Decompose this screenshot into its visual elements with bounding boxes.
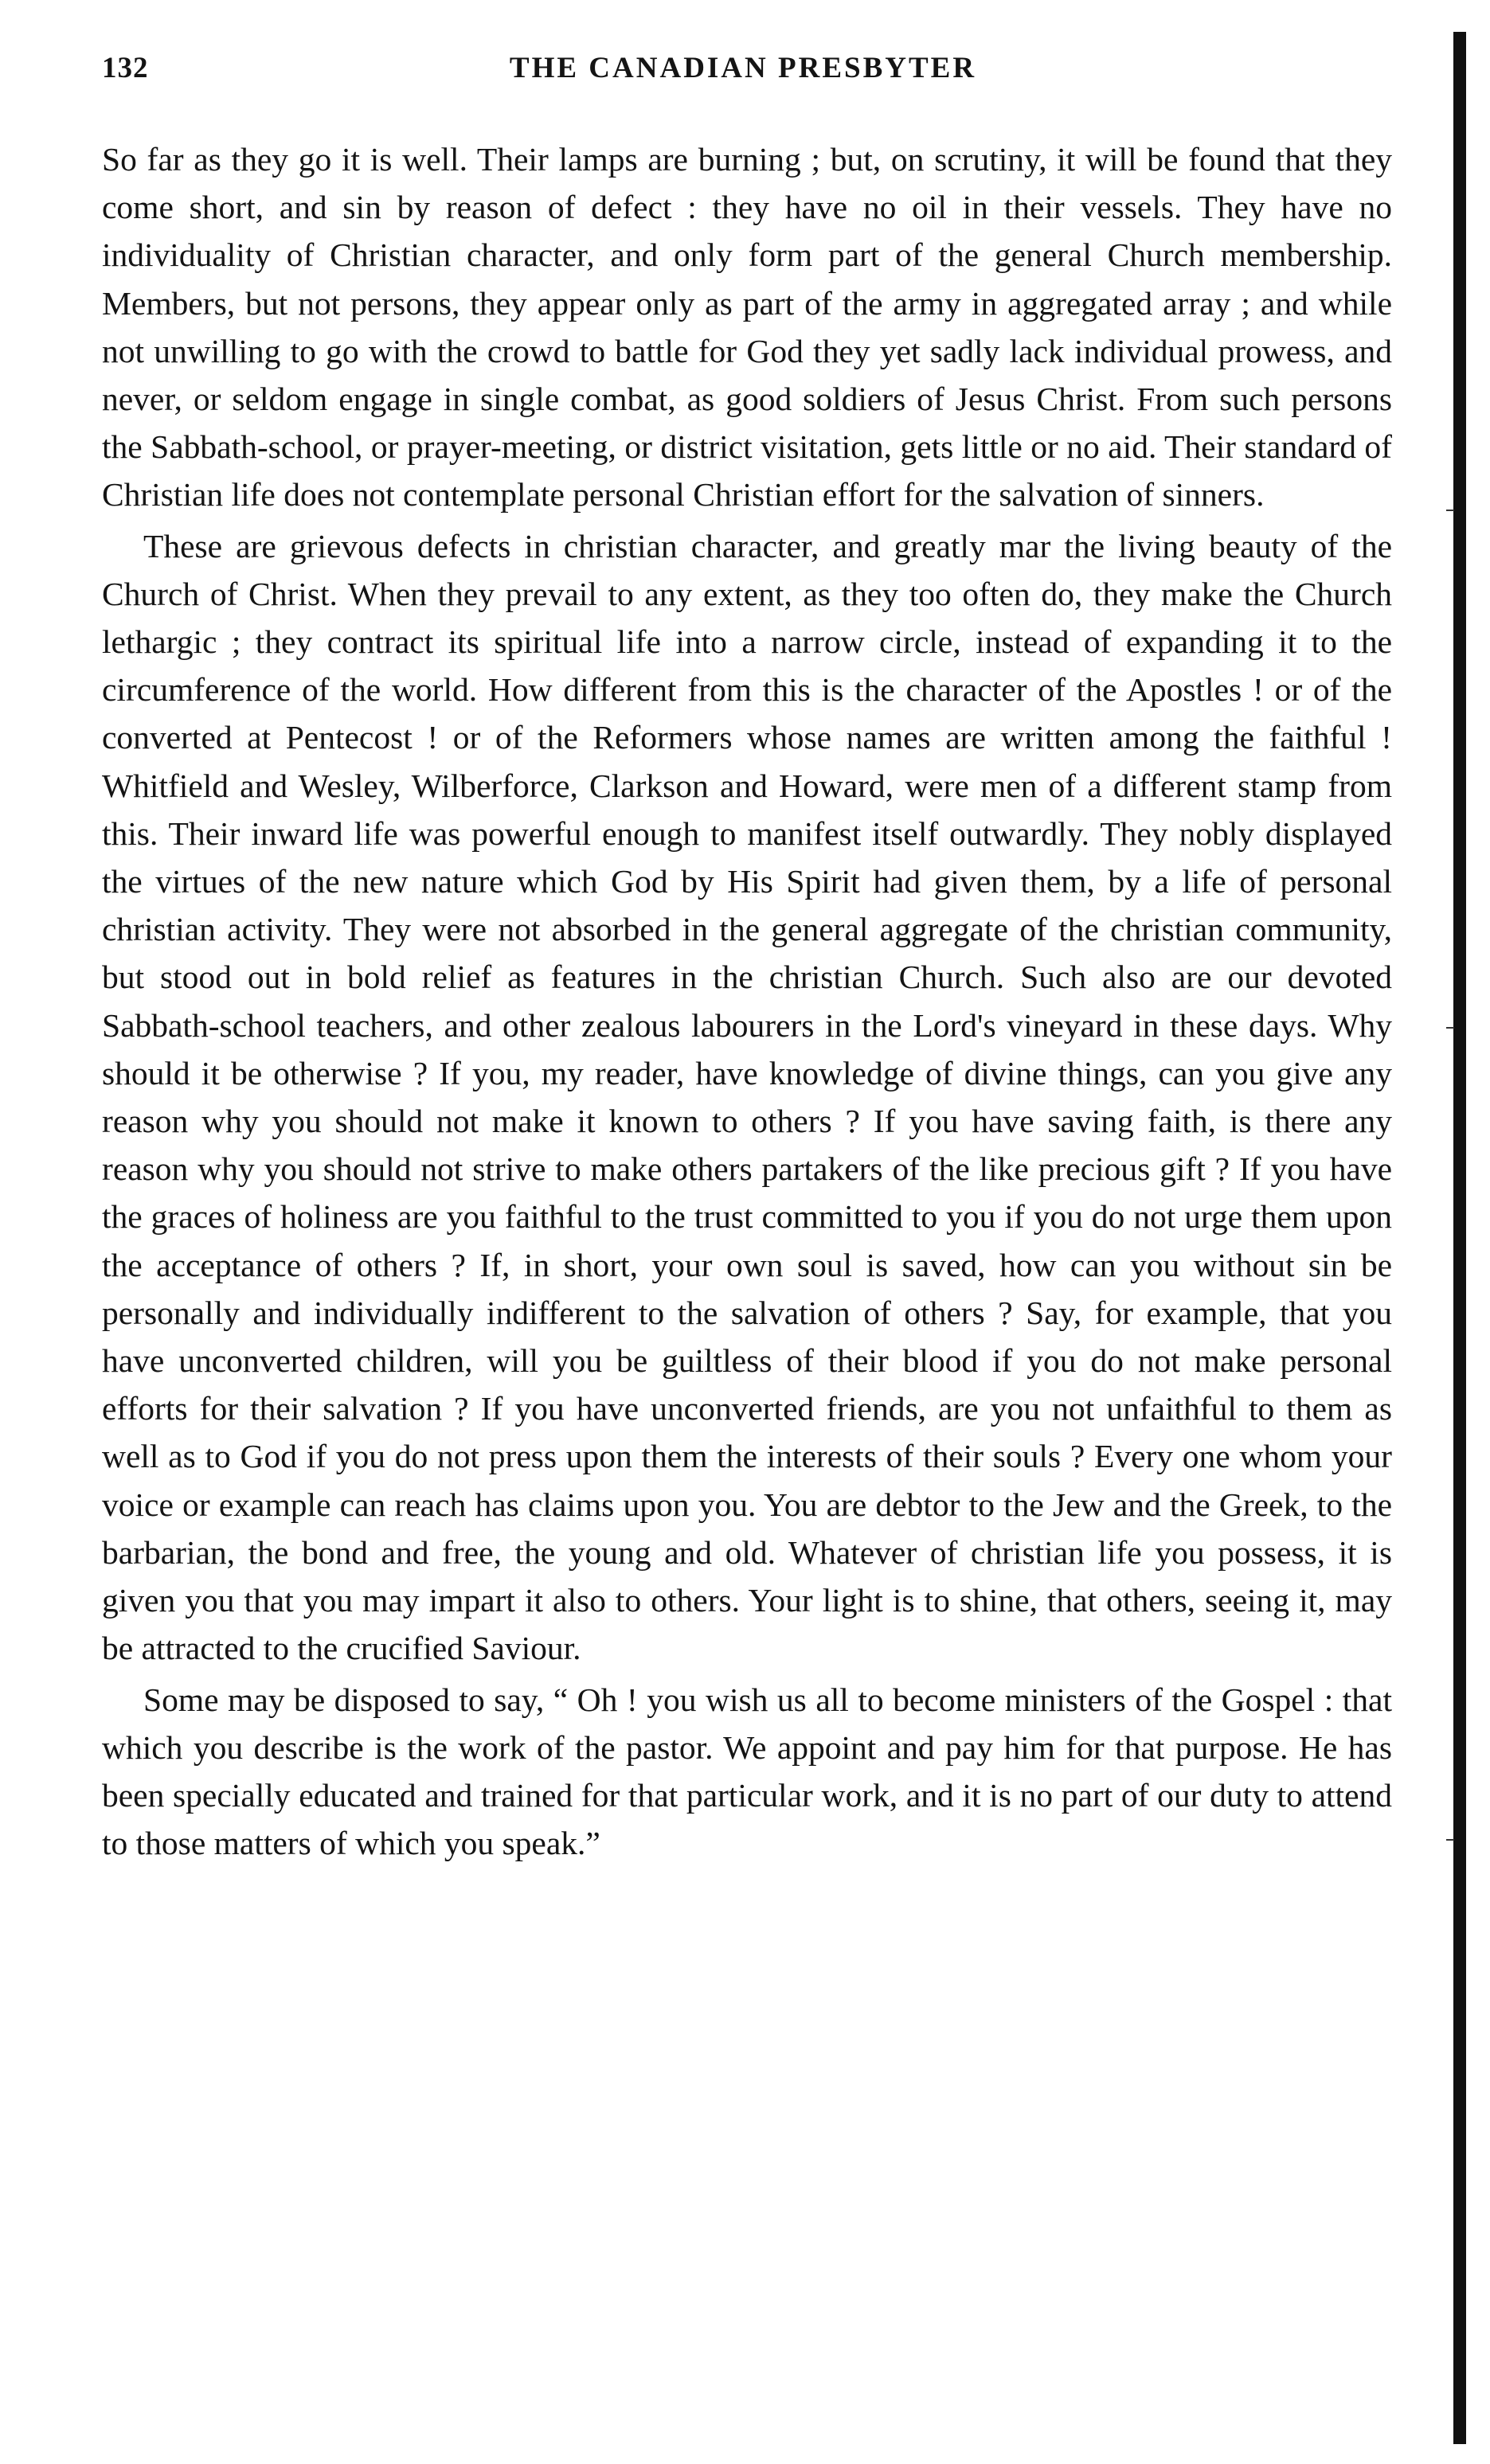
page-edge-rule — [1453, 32, 1466, 2444]
page-edge-notch — [1446, 510, 1454, 511]
page-header — [102, 51, 1384, 107]
page-edge-notch — [1446, 1027, 1454, 1029]
running-title: THE CANADIAN PRESBYTER — [509, 52, 977, 84]
paragraph: So far as they go it is well. Their lamps are burning ; but, on scrutiny, it will be found that they come short, and sin by reason of defect : they have no oil in their vessels. They have no individuality of Christian character, and only form part of the general Church membership. Members, but not persons, they appear only as part of the army in aggregated array ; and while not unwilling to go with the crowd to battle for God they yet sadly lack individual prowess, and never, or seldom engage in single combat, as good soldiers of Jesus Christ. From such persons the Sabbath-school, or prayer-meeting, or district visitation, gets little or no aid. Their standard of Christian life does not contemplate personal Christian effort for the salvation of sinners. — [102, 141, 1392, 513]
page-number: 132 — [102, 52, 149, 84]
page-edge-notch — [1446, 1839, 1454, 1841]
body-text — [102, 135, 1392, 1867]
paragraph: Some may be disposed to say, “ Oh ! you wish us all to become ministers of the Gospel : that which you describe is the work of the pastor. We appoint and pay him for that purpose. He has been specially educated and trained for that particular work, and it is no part of our duty to attend to those matters of which you speak.” — [102, 1681, 1392, 1862]
paragraph: These are grievous defects in christian character, and greatly mar the living beauty of the Church of Christ. When they prevail to any extent, as they too often do, they make the Church lethargic ; they contract its spiritual life into a narrow circle, instead of expanding it to the circumference of the world. How different from this is the character of the Apostles ! or of the converted at Pentecost ! or of the Reformers whose names are written among the faithful ! Whitfield and Wesley, Wilberforce, Clarkson and Howard, were men of a different stamp from this. Their inward life was powerful enough to manifest itself outwardly. They nobly displayed the virtues of the new nature which God by His Spirit had given them, by a life of personal christian activity. They were not absorbed in the general aggregate of the christian community, but stood out in bold relief as features in the christian Church. Such also are our devoted Sabbath-school teachers, and other zealous labourers in the Lord's vineyard in these days. Why should it be otherwise ? If you, my reader, have knowledge of divine things, can you give any reason why you should not make it known to others ? If you have saving faith, is there any reason why you should not strive to make others partakers of the like precious gift ? If you have the graces of holiness are you faithful to the trust committed to you if you do not urge them upon the acceptance of others ? If, in short, your own soul is saved, how can you without sin be personally and individually indifferent to the salvation of others ? Say, for example, that you have unconverted children, will you be guiltless of their blood if you do not make personal efforts for their salvation ? If you have unconverted friends, are you not unfaithful to them as well as to God if you do not press upon them the interests of their souls ? Every one whom your voice or example can reach has claims upon you. You are debtor to the Jew and the Greek, to the barbarian, the bond and free, the young and old. Whatever of christian life you possess, it is given you that you may impart it also to others. Your light is to shine, that others, seeing it, may be attracted to the crucified Saviour. — [102, 527, 1392, 1667]
